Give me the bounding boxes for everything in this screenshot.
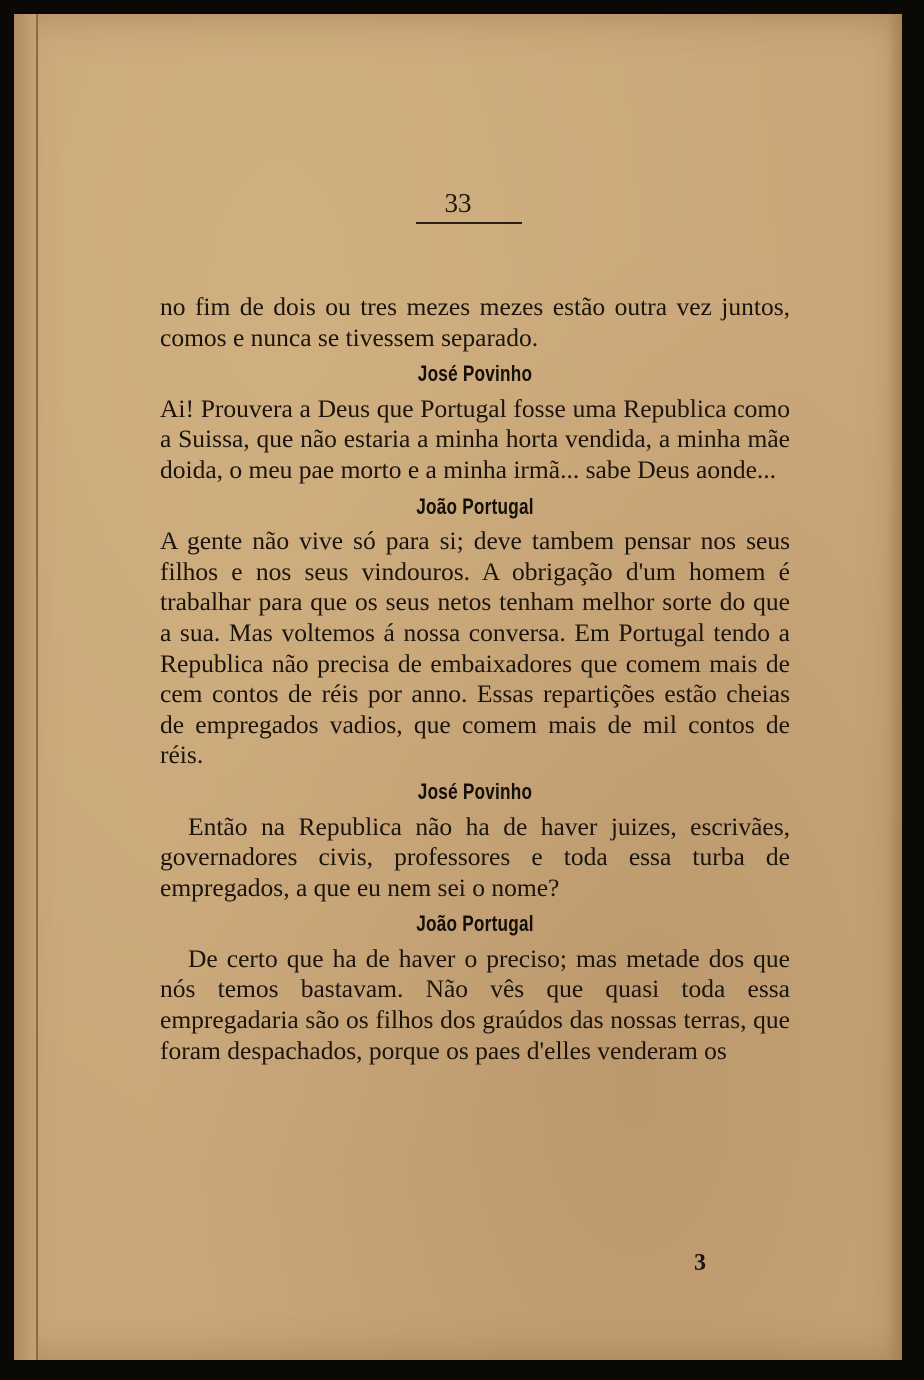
page-number: 33 <box>444 188 472 218</box>
paragraph: A gente não vive só para si; deve tambem pensar nos seus filhos e nos seus vindouros. A obrigação d'um homem é trabalhar para que os seus netos tenham melhor sorte do que a sua. Mas voltemos á nossa conversa. Em Portugal tendo a Republica não precisa de embaixadores que comem mais de cem contos de réis por anno. Essas repartições estão cheias de empregados vadios, que comem mais de mil contos de réis. <box>160 526 790 770</box>
page-number-rule <box>416 222 522 224</box>
speaker-heading: José Povinho <box>417 361 533 387</box>
paragraph-continuation: no fim de dois ou tres mezes mezes estão outra vez juntos, comos e nunca se tivessem separado. <box>160 292 790 352</box>
speaker-heading: João Portugal <box>416 493 534 519</box>
paragraph: Então na Republica não ha de haver juizes, escrivães, governadores civis, professores e toda essa turba de empregados, a que eu nem sei o nome? <box>160 811 790 902</box>
paragraph: Ai! Prouvera a Deus que Portugal fosse uma Republica como a Suissa, que não estaria a minha horta vendida, a minha mãe doida, o meu pae morto e a minha irmã... sabe Deus aonde... <box>160 393 790 484</box>
body-text <box>160 292 790 1066</box>
speaker-heading: José Povinho <box>417 778 533 804</box>
speaker-heading: João Portugal <box>416 911 534 937</box>
book-page <box>14 14 902 1360</box>
signature-mark: 3 <box>694 1250 706 1276</box>
paragraph: De certo que ha de haver o preciso; mas metade dos que nós temos bastavam. Não vês que quasi toda essa empregadaria são os filhos dos graúdos das nossas terras, que foram despachados, porque os paes d'elles venderam os <box>160 943 790 1065</box>
